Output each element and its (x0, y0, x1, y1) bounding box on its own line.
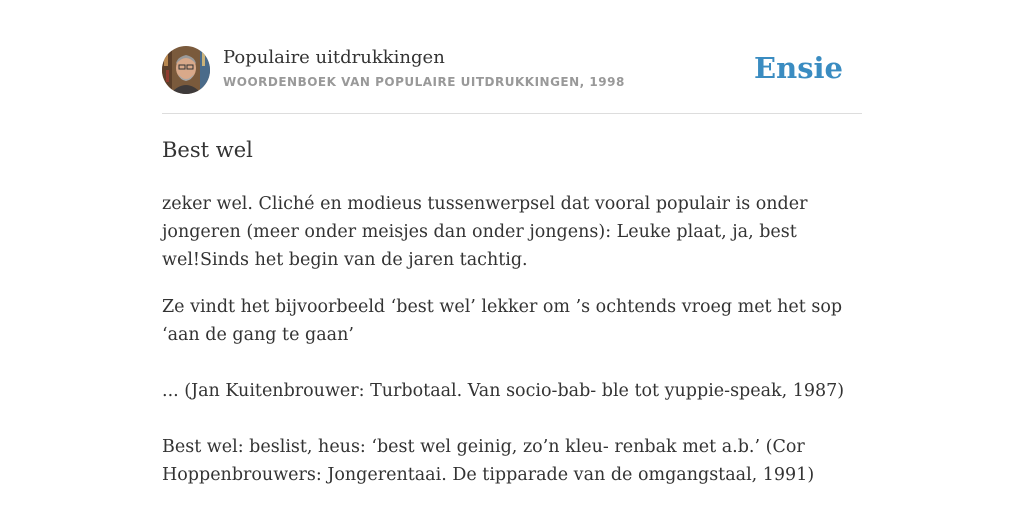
author-portrait-icon[interactable] (162, 46, 210, 94)
citation-paragraph: Best wel: beslist, heus: ‘best wel geinig, zo’n kleu- renbak met a.b.’ (Cor Hoppenbrouwers: Jongerentaai. De tipparade van de omgangstaal, 1991) (162, 437, 815, 485)
definition-paragraph: zeker wel. Cliché en modieus tussenwerpsel dat vooral populair is onder jongeren (meer onder meisjes dan onder jongens): Leuke plaat, ja, best wel!Sinds het begin van de jaren tachtig. (162, 194, 808, 270)
source-title[interactable]: Populaire uitdrukkingen (223, 47, 445, 68)
example-paragraph: Ze vindt het bijvoorbeeld ‘best wel’ lekker om ’s ochtends vroeg met het sop ‘aan de gang te gaan’ (162, 297, 843, 345)
source-subtitle: WOORDENBOEK VAN POPULAIRE UITDRUKKINGEN, 1998 (223, 75, 625, 89)
entry-card (162, 46, 862, 485)
ensie-logo-link[interactable]: Ensie (754, 51, 843, 85)
source-header (162, 46, 862, 114)
citation-paragraph: ... (Jan Kuitenbrouwer: Turbotaal. Van socio-bab- ble tot yuppie-speak, 1987) (162, 381, 845, 401)
entry-title: Best wel (162, 138, 253, 162)
